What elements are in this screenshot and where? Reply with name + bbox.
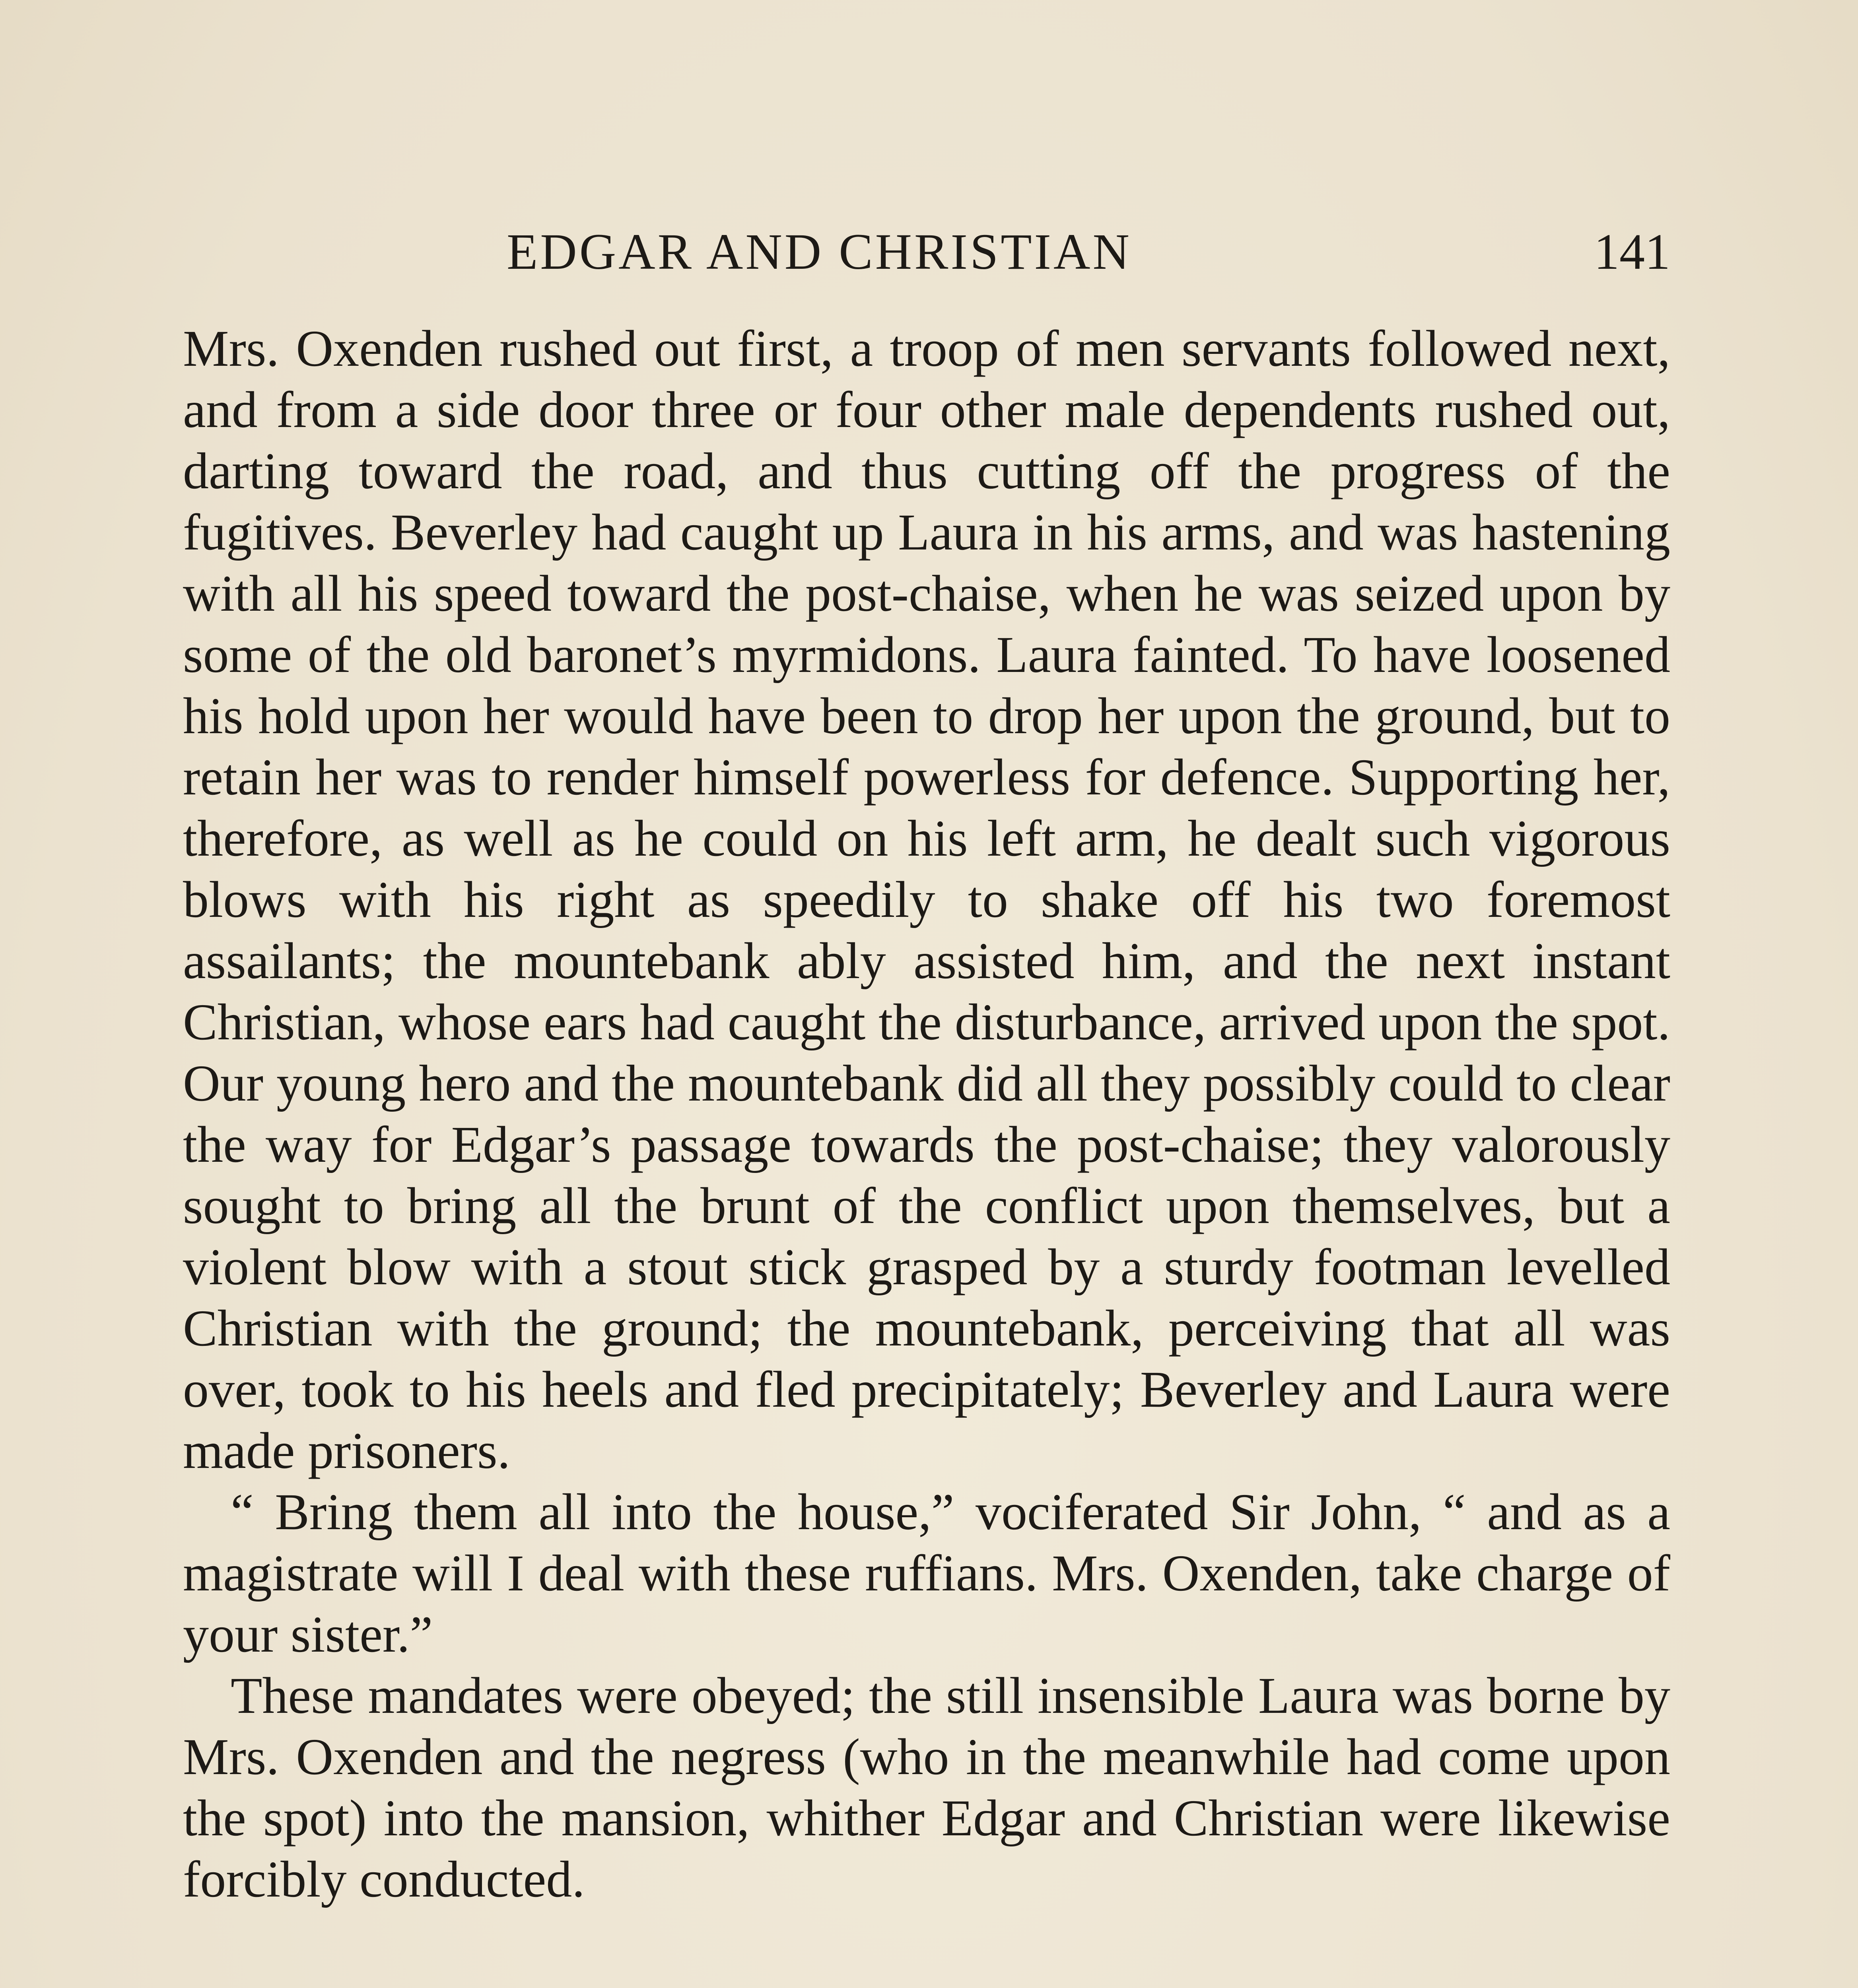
running-title: EDGAR AND CHRISTIAN (507, 223, 1132, 280)
paragraph: These mandates were obeyed; the still insensible Laura was borne by Mrs. Oxenden and the negress (who in the meanwhile had come upon the spot) into the mansion, whither Edgar and Christian were likewise forcibly conducted. (183, 1667, 1670, 1908)
paragraph: Mrs. Oxenden rushed out first, a troop of men servants followed next, and from a side door three or four other male dependents rushed out, darting toward the road, and thus cutting off the progress of the fugitives. Beverley had caught up Laura in his arms, and was hastening with all his speed toward the post-chaise, when he was seized upon by some of the old baronet’s myrmidons. Laura fainted. To have loosened his hold upon her would have been to drop her upon the ground, but to retain her was to render himself powerless for defence. Supporting her, therefore, as well as he could on his left arm, he dealt such vigorous blows with his right as speedily to shake off his two foremost assailants; the mountebank ably assisted him, and the next instant Christian, whose ears had caught the disturbance, arrived upon the spot. Our young hero and the mountebank did all they possibly could to clear the way for Edgar’s passage towards the post-chaise; they valorously sought to bring all the brunt of the conflict upon themselves, but a violent blow with a stout stick grasped by a sturdy footman levelled Christian with the ground; the mountebank, perceiving that all was over, took to his heels and fled precipitately; Beverley and Laura were made prisoners. (183, 320, 1670, 1479)
paragraph: “ Bring them all into the house,” vociferated Sir John, “ and as a magistrate will I deal with these ruffians. Mrs. Oxenden, take charge of your sister.” (183, 1483, 1670, 1663)
body-text (183, 318, 1670, 1910)
running-head (183, 215, 1670, 294)
page-number: 141 (1594, 223, 1670, 280)
